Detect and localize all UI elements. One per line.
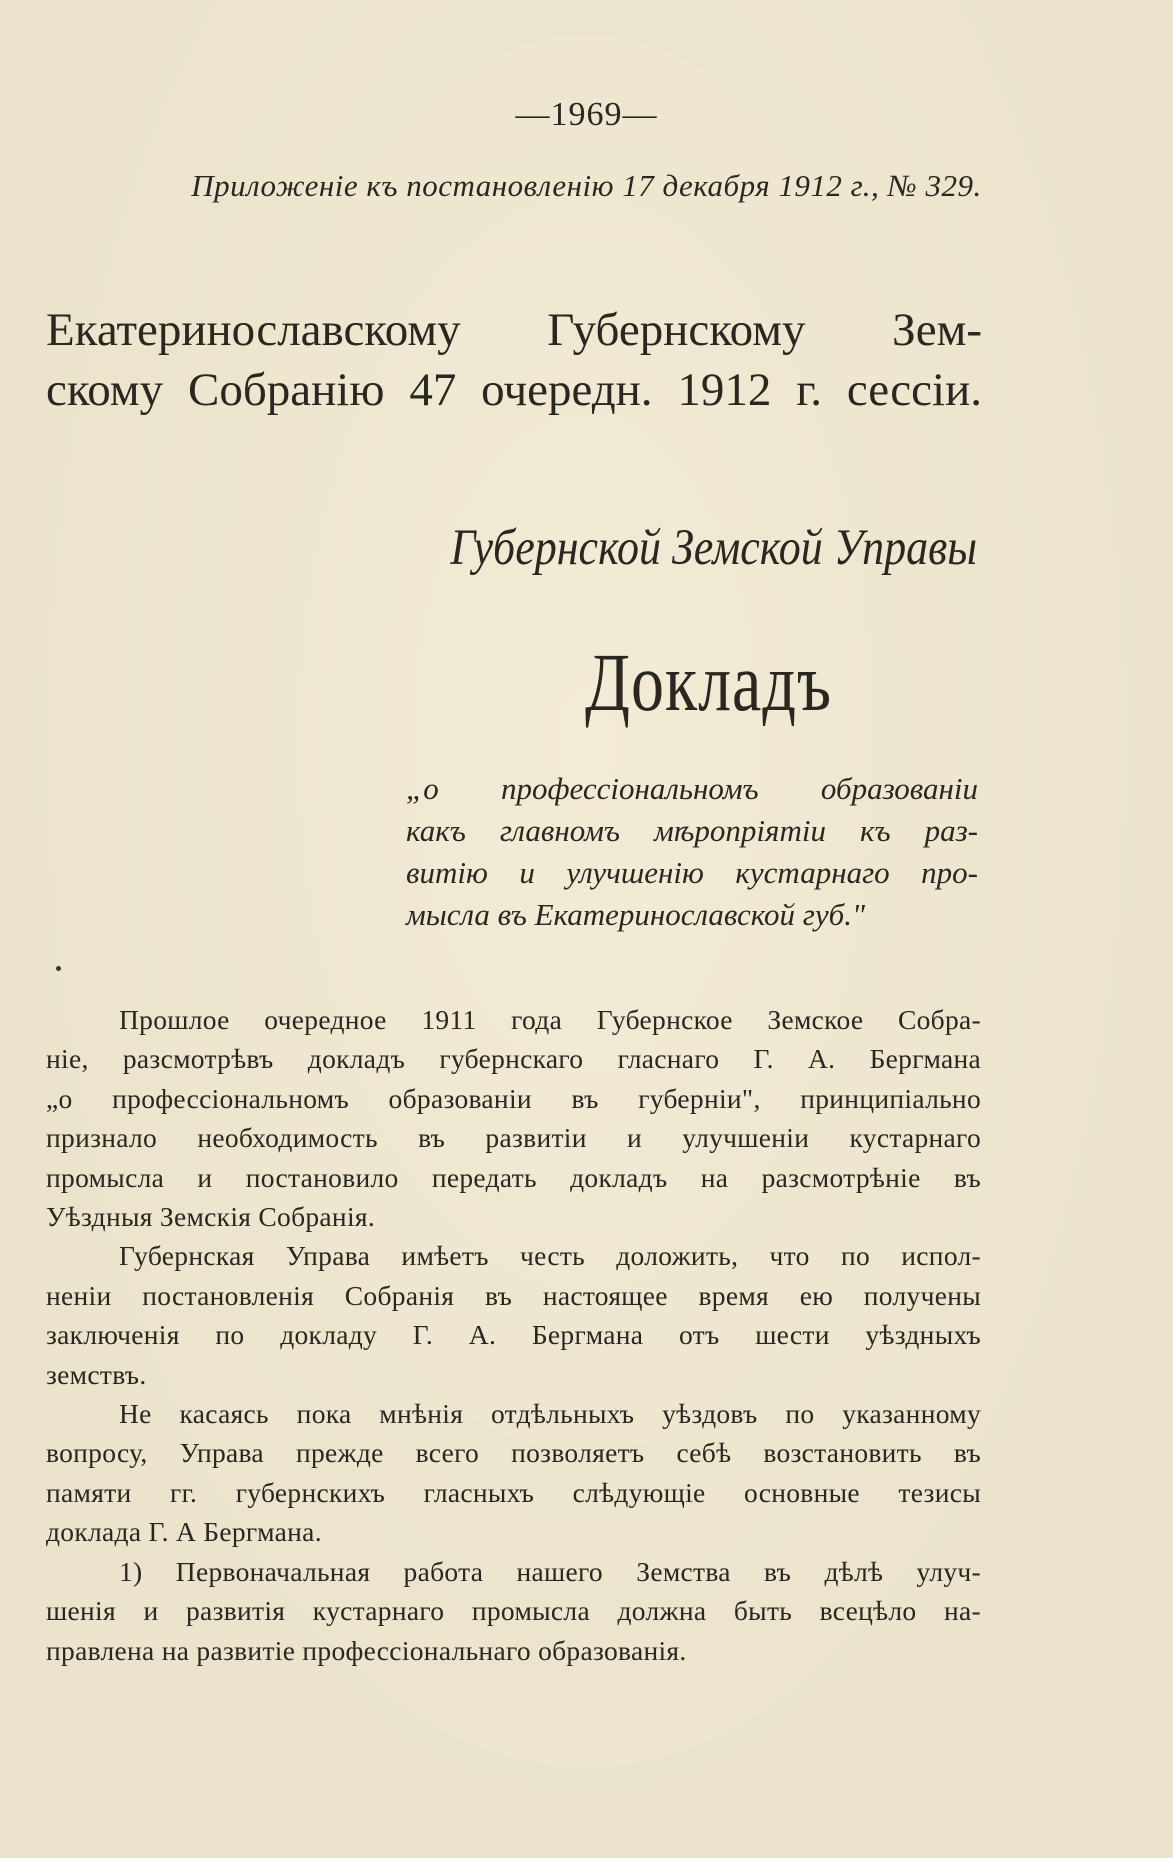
text-line: доклада Г. А Бергмана.	[46, 1516, 322, 1548]
subject-line: какъ главномъ мѣропріятіи къ раз-	[406, 813, 978, 848]
text-line: Уѣздныя Земскія Собранія.	[46, 1201, 376, 1233]
text-line: вопросу, Управа прежде всего позволяетъ себѣ возстановить въ	[46, 1437, 981, 1469]
subject-line: „о профессіональномъ образованіи	[406, 771, 978, 806]
text-line: признало необходимость въ развитіи и улучшеніи кустарнаго	[46, 1122, 981, 1154]
paragraph-4	[46, 1552, 981, 1670]
report-subject	[406, 768, 978, 936]
text-line: земствъ.	[46, 1358, 147, 1390]
text-line: памяти гг. губернскихъ гласныхъ слѣдующіе основные тезисы	[46, 1476, 981, 1508]
text-line: ніе, разсмотрѣвъ докладъ губернскаго гласнаго Г. А. Бергмана	[46, 1043, 981, 1075]
subject-line: витію и улучшенію кустарнаго про-	[406, 855, 978, 890]
paragraph-3	[46, 1394, 981, 1552]
text-line: Не касаясь пока мнѣнія отдѣльныхъ уѣздовъ по указанному	[119, 1398, 981, 1430]
text-line: правлена на развитіе профессіональнаго образованія.	[46, 1634, 687, 1666]
subject-line: мысла въ Екатеринославской губ."	[406, 897, 866, 932]
paragraph-2	[46, 1236, 981, 1394]
text-line: 1) Первоначальная работа нашего Земства въ дѣлѣ улуч-	[119, 1555, 981, 1587]
text-line: Прошлое очередное 1911 года Губернское Земское Собра-	[119, 1004, 981, 1035]
text-line: „о профессіональномъ образованіи въ губерніи", принципіально	[46, 1082, 981, 1114]
text-line: неніи постановленія Собранія въ настоящее время ею получены	[46, 1279, 981, 1311]
text-line: промысла и постановило передать докладъ на разсмотрѣніе въ	[46, 1161, 981, 1193]
addressee-heading	[46, 300, 982, 420]
text-line: Губернская Управа имѣетъ честь доложить, что по испол-	[119, 1240, 981, 1272]
addressee-line: скому Собранію 47 очередн. 1912 г. сессіи.	[46, 364, 982, 416]
text-line: заключенія по докладу Г. А. Бергмана отъ шести уѣздныхъ	[46, 1319, 981, 1351]
appendix-note: Приложеніе къ постановленію 17 декабря 1912 г., № 329.	[191, 168, 982, 203]
board-name: Губернской Земской Управы	[450, 519, 977, 576]
paragraph-1	[46, 1000, 981, 1236]
text-line: шенія и развитія кустарнаго промысла должна быть всецѣло на-	[46, 1595, 981, 1627]
report-title: Докладъ	[585, 637, 833, 729]
page-number: —1969—	[515, 96, 658, 133]
body-text	[46, 1000, 981, 1670]
stray-mark-dot	[56, 966, 61, 971]
addressee-line: Екатеринославскому Губернскому Зем-	[46, 304, 982, 356]
